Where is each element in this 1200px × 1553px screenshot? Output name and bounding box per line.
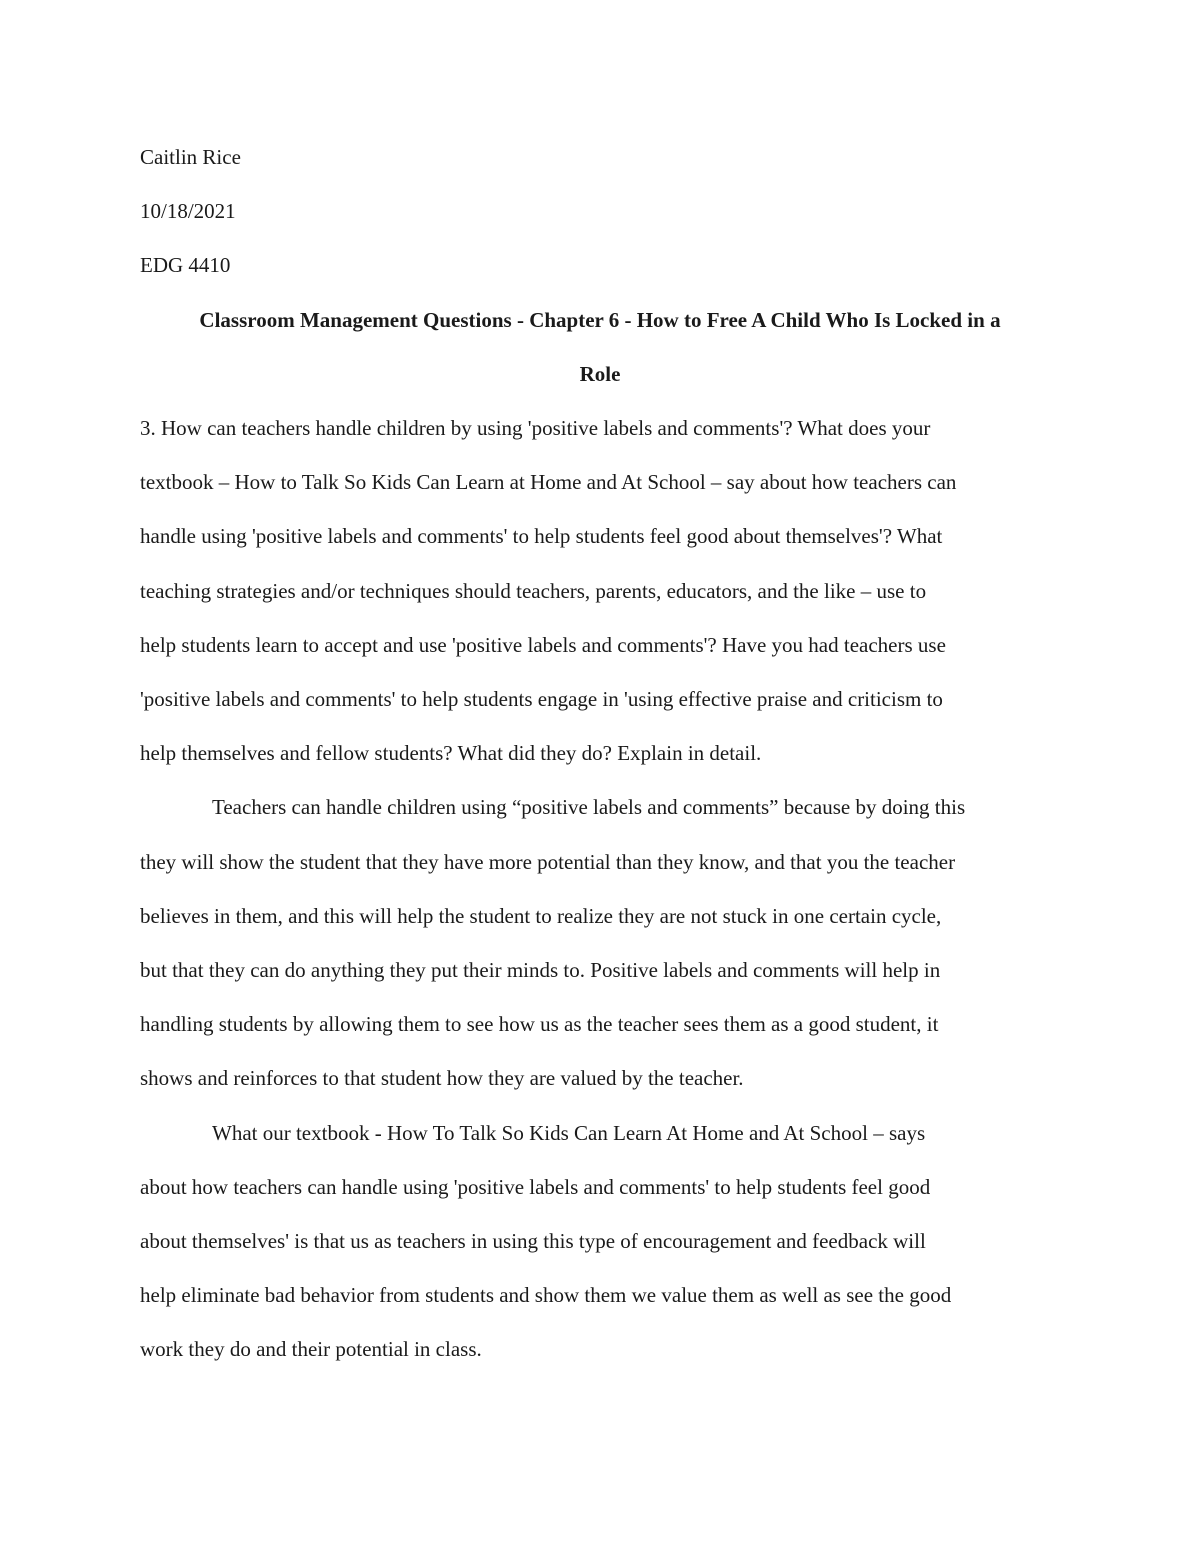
paragraph-line: help eliminate bad behavior from students and show them we value them as well as see the good <box>140 1283 952 1308</box>
document-title-line-2: Role <box>579 361 621 386</box>
answer-paragraph-1 <box>140 780 1060 1105</box>
question-line: textbook – How to Talk So Kids Can Learn at Home and At School – say about how teachers can <box>140 470 957 495</box>
document-date: 10/18/2021 <box>140 199 236 224</box>
paragraph-line: Teachers can handle children using “positive labels and comments” because by doing this <box>212 795 966 820</box>
paragraph-line: about themselves' is that us as teachers in using this type of encouragement and feedback will <box>140 1229 926 1254</box>
paragraph-line: What our textbook - How To Talk So Kids Can Learn At Home and At School – says <box>212 1120 926 1145</box>
question-line: 3. How can teachers handle children by using 'positive labels and comments'? What does your <box>140 416 931 441</box>
author-name: Caitlin Rice <box>140 145 241 169</box>
answer-paragraph-2 <box>140 1106 1060 1377</box>
paragraph-line: shows and reinforces to that student how they are valued by the teacher. <box>140 1066 744 1091</box>
document-title-line-1: Classroom Management Questions - Chapter 6 - How to Free A Child Who Is Locked in a <box>199 307 1001 332</box>
question-block <box>140 401 1060 780</box>
paragraph-line: handling students by allowing them to see how us as the teacher sees them as a good student, it <box>140 1012 939 1037</box>
question-line: help themselves and fellow students? What did they do? Explain in detail. <box>140 741 762 766</box>
question-line: handle using 'positive labels and comments' to help students feel good about themselves'? What <box>140 524 943 549</box>
paragraph-line: about how teachers can handle using 'positive labels and comments' to help students feel good <box>140 1174 931 1199</box>
document-body <box>140 130 1060 1377</box>
paragraph-line: they will show the student that they have more potential than they know, and that you the teacher <box>140 849 956 874</box>
paragraph-line: work they do and their potential in class. <box>140 1337 482 1362</box>
course-code: EDG 4410 <box>140 253 231 278</box>
paragraph-line: but that they can do anything they put their minds to. Positive labels and comments will help in <box>140 958 941 983</box>
question-line: help students learn to accept and use 'positive labels and comments'? Have you had teachers use <box>140 632 946 657</box>
question-line: teaching strategies and/or techniques should teachers, parents, educators, and the like – use to <box>140 578 927 603</box>
paragraph-line: believes in them, and this will help the student to realize they are not stuck in one certain cycle, <box>140 903 942 928</box>
question-line: 'positive labels and comments' to help students engage in 'using effective praise and criticism to <box>140 687 943 712</box>
